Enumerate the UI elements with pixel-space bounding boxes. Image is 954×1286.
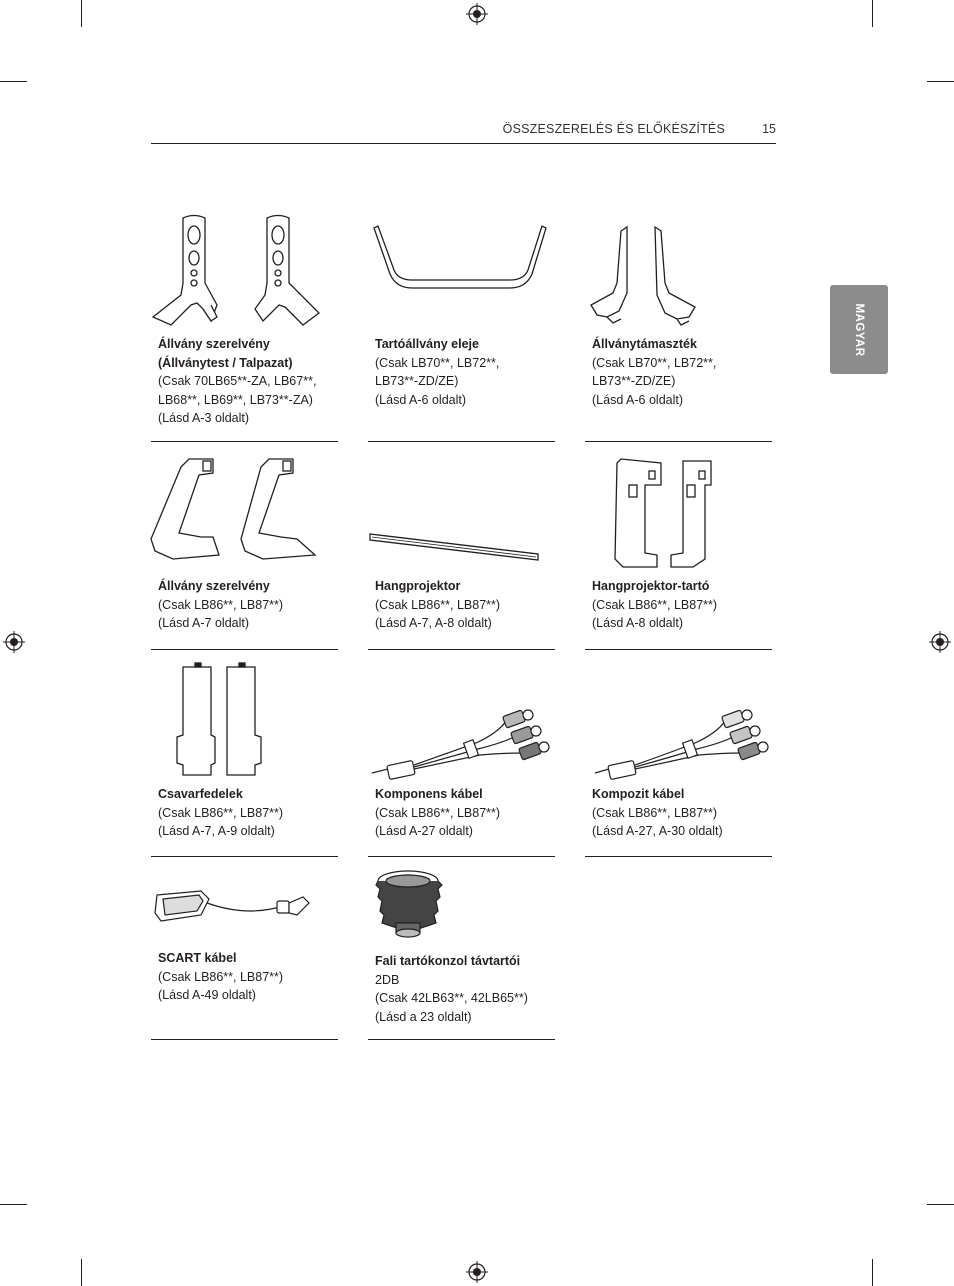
item-screw-covers	[151, 655, 338, 860]
item-detail: (Lásd a 23 oldalt)	[375, 1009, 472, 1024]
item-sound-projector	[368, 450, 555, 650]
item-detail: (Csak LB70**, LB72**,	[592, 355, 717, 370]
item-detail: (Csak LB70**, LB72**,	[375, 355, 500, 370]
page-number: 15	[762, 122, 776, 136]
item-scart-cable	[151, 865, 338, 1045]
item-divider	[151, 1039, 338, 1040]
item-title: Hangprojektor	[375, 579, 461, 593]
item-title: Hangprojektor-tartó	[592, 579, 710, 593]
item-title: Fali tartókonzol távtartói	[375, 954, 521, 968]
item-detail: (Lásd A-49 oldalt)	[158, 988, 256, 1003]
item-title: Kompozit kábel	[592, 787, 685, 801]
item-text	[158, 335, 316, 428]
item-stand-support	[585, 205, 772, 445]
item-detail: (Lásd A-6 oldalt)	[592, 392, 684, 407]
crop-mark	[872, 0, 873, 27]
item-detail: (Csak LB86**, LB87**)	[375, 597, 501, 612]
item-detail: (Lásd A-27 oldalt)	[375, 824, 473, 839]
crop-mark	[0, 1204, 27, 1205]
registration-mark-icon	[466, 3, 488, 25]
item-text	[592, 785, 723, 841]
language-tab-label: MAGYAR	[853, 302, 865, 357]
item-front-stand	[368, 205, 555, 445]
component-cable-icon	[368, 705, 555, 780]
item-detail: (Lásd A-8 oldalt)	[592, 616, 684, 631]
projector-bracket-icon	[585, 455, 772, 570]
item-stand-assembly	[151, 205, 338, 445]
stand-support-icon	[585, 223, 772, 333]
item-divider	[368, 649, 555, 650]
item-detail: LB68**, LB69**, LB73**-ZA)	[158, 392, 313, 407]
item-title: SCART kábel	[158, 951, 237, 965]
item-detail: (Lásd A-7 oldalt)	[158, 616, 250, 631]
item-text	[375, 577, 500, 633]
item-text	[375, 785, 500, 841]
item-title: Tartóállvány eleje	[375, 337, 479, 351]
language-tab	[830, 285, 888, 374]
item-divider	[368, 1039, 555, 1040]
item-text	[592, 577, 717, 633]
header-rule	[151, 143, 776, 144]
crop-mark	[872, 1259, 873, 1286]
crop-mark	[0, 81, 27, 82]
item-text	[592, 335, 716, 409]
item-divider	[151, 649, 338, 650]
screw-covers-icon	[151, 663, 338, 778]
wall-spacer-icon	[368, 867, 555, 942]
item-text	[158, 785, 283, 841]
item-detail: (Csak 42LB63**, 42LB65**)	[375, 991, 528, 1006]
front-stand-icon	[368, 220, 555, 300]
item-detail: (Lásd A-6 oldalt)	[375, 392, 467, 407]
stand-assembly-lb86-icon	[151, 455, 338, 565]
item-detail: (Lásd A-3 oldalt)	[158, 411, 250, 426]
item-detail: (Csak LB86**, LB87**)	[592, 805, 718, 820]
item-divider	[368, 856, 555, 857]
item-text	[375, 335, 499, 409]
item-divider	[151, 856, 338, 857]
item-text	[375, 952, 528, 1026]
item-divider	[368, 441, 555, 442]
item-title: (Állványtest / Talpazat)	[158, 355, 293, 370]
item-title: Állvány szerelvény	[158, 579, 270, 593]
item-title: Állvány szerelvény	[158, 337, 270, 351]
crop-mark	[81, 0, 82, 27]
item-detail: (Csak 70LB65**-ZA, LB67**,	[158, 374, 317, 389]
crop-mark	[927, 81, 954, 82]
item-divider	[585, 441, 772, 442]
item-divider	[151, 441, 338, 442]
item-detail: LB73**-ZD/ZE)	[592, 374, 676, 389]
item-stand-assembly-lb86	[151, 450, 338, 650]
item-wall-mount-spacers	[368, 865, 555, 1045]
item-detail: (Csak LB86**, LB87**)	[158, 805, 284, 820]
item-text	[158, 577, 283, 633]
item-title: Csavarfedelek	[158, 787, 243, 801]
item-detail: (Csak LB86**, LB87**)	[375, 805, 501, 820]
item-composite-cable	[585, 655, 772, 860]
composite-cable-icon	[585, 705, 772, 780]
item-detail: (Csak LB86**, LB87**)	[592, 597, 718, 612]
scart-cable-icon	[151, 885, 338, 935]
item-title: Komponens kábel	[375, 787, 483, 801]
sound-projector-icon	[368, 528, 555, 568]
item-detail: (Csak LB86**, LB87**)	[158, 969, 284, 984]
item-detail: (Lásd A-7, A-8 oldalt)	[375, 616, 492, 631]
item-sound-projector-bracket	[585, 450, 772, 650]
item-detail: (Csak LB86**, LB87**)	[158, 597, 284, 612]
item-detail: (Lásd A-27, A-30 oldalt)	[592, 824, 723, 839]
registration-mark-icon	[929, 631, 951, 653]
item-text	[158, 949, 283, 1005]
section-title: ÖSSZESZERELÉS ÉS ELŐKÉSZÍTÉS	[502, 122, 725, 136]
stand-assembly-icon	[151, 213, 338, 333]
item-divider	[585, 856, 772, 857]
registration-mark-icon	[3, 631, 25, 653]
crop-mark	[927, 1204, 954, 1205]
item-detail: (Lásd A-7, A-9 oldalt)	[158, 824, 275, 839]
crop-mark	[81, 1259, 82, 1286]
item-component-cable	[368, 655, 555, 860]
registration-mark-icon	[466, 1261, 488, 1283]
item-title: Állványtámaszték	[592, 337, 697, 351]
item-detail: 2DB	[375, 972, 400, 987]
item-divider	[585, 649, 772, 650]
item-detail: LB73**-ZD/ZE)	[375, 374, 459, 389]
